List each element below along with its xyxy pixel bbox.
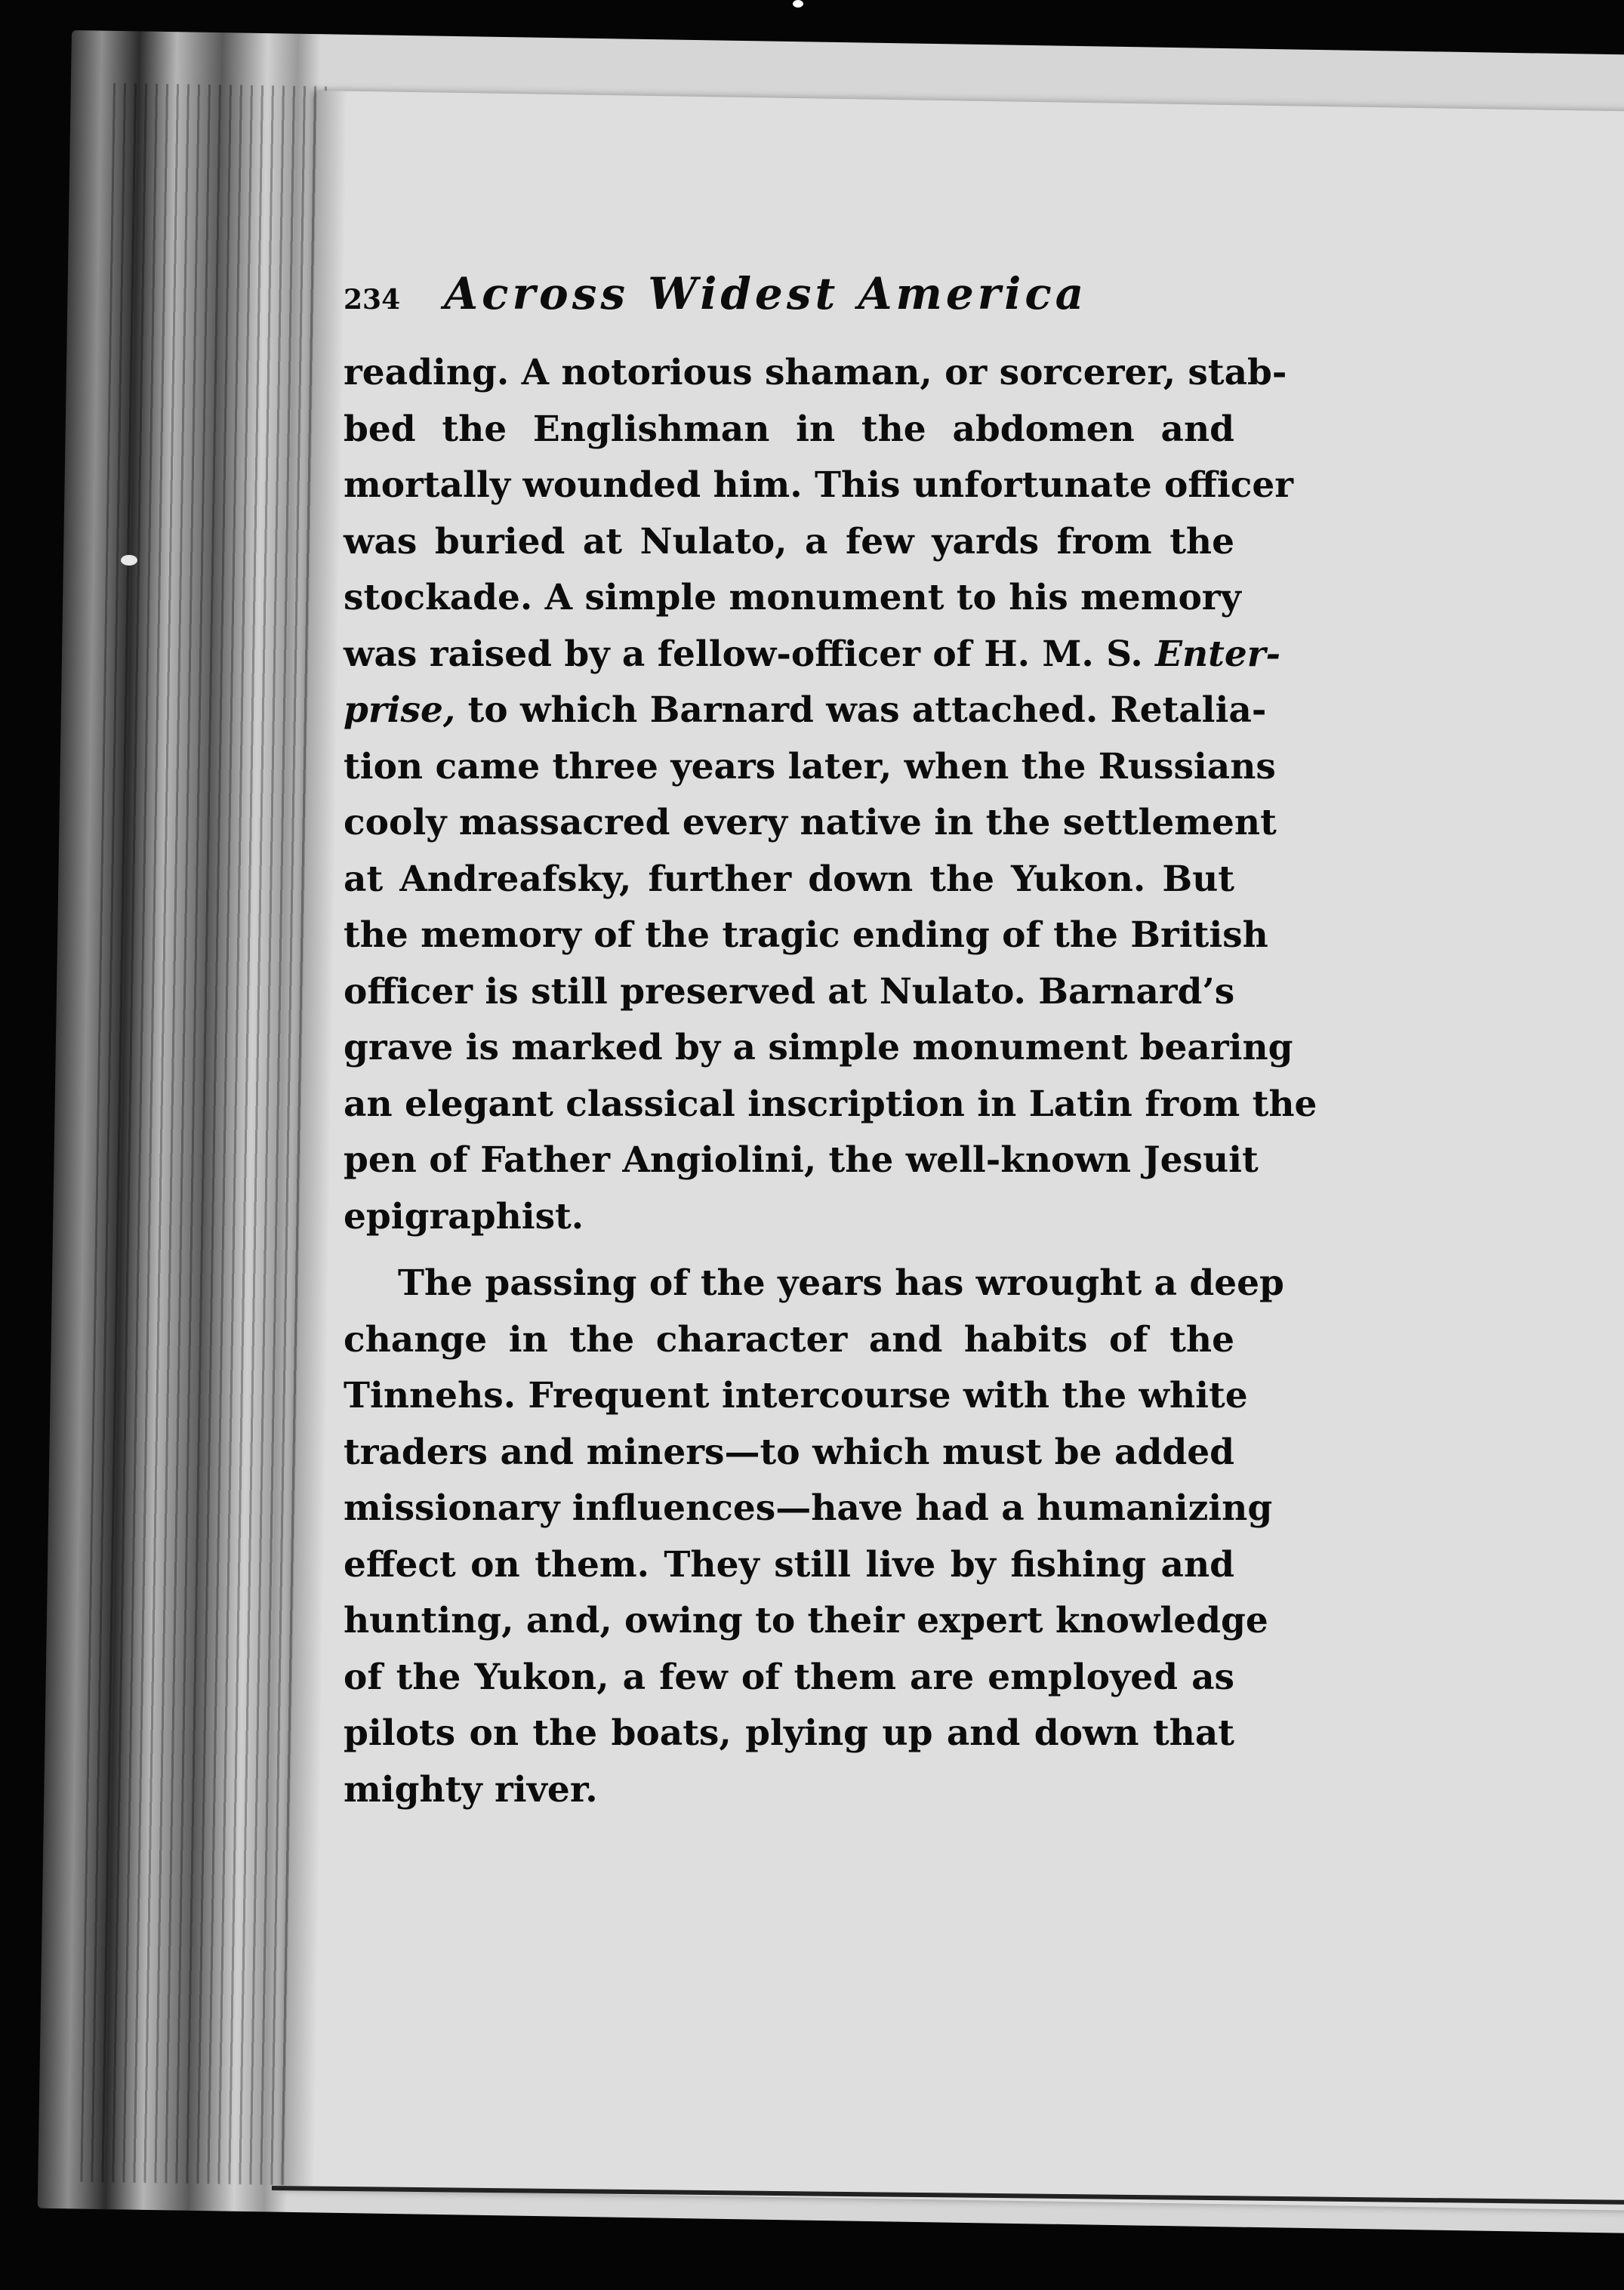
text-line: pen of Father Angiolini, the well-known Jesuit xyxy=(344,1139,1259,1181)
text-line: hunting, and, owing to their expert knowledge xyxy=(344,1600,1268,1641)
text-line: traders and miners—to which must be added xyxy=(344,1431,1234,1473)
dust-speck-left xyxy=(121,555,137,566)
text-line: change in the character and habits of the xyxy=(344,1318,1234,1361)
text-line: an elegant classical inscription in Latin from the xyxy=(344,1083,1317,1125)
text-segment: to which Barnard was attached. Retalia- xyxy=(455,689,1267,731)
text-line: tion came three years later, when the Russians xyxy=(344,745,1276,787)
text-line: the memory of the tragic ending of the British xyxy=(344,914,1268,956)
text-line: was buried at Nulato, a few yards from the xyxy=(344,520,1234,562)
ship-name-italic: Enter- xyxy=(1155,633,1281,675)
text-line: The passing of the years has wrought a deep xyxy=(398,1262,1284,1304)
text-line: bed the Englishman in the abdomen and xyxy=(344,408,1234,450)
text-segment: was raised by a fellow-officer of H. M. S. xyxy=(344,633,1143,675)
page-number: 234 xyxy=(344,284,401,316)
text-line: reading. A notorious shaman, or sorcerer, stab- xyxy=(344,352,1287,393)
text-line: of the Yukon, a few of them are employed as xyxy=(344,1656,1234,1698)
text-line-with-italic xyxy=(344,683,1267,739)
text-line: mortally wounded him. This unfortunate officer xyxy=(344,464,1294,506)
paragraph-2 xyxy=(344,1256,1284,1818)
text-line: officer is still preserved at Nulato. Barnard’s xyxy=(344,970,1235,1012)
text-line: epigraphist. xyxy=(344,1195,584,1237)
text-line: grave is marked by a simple monument bearing xyxy=(344,1027,1293,1068)
paragraph-1 xyxy=(344,345,1317,1245)
text-line: stockade. A simple monument to his memory xyxy=(344,577,1241,618)
ship-name-italic: prise, xyxy=(344,689,456,731)
running-head xyxy=(344,268,1234,344)
text-line: at Andreafsky, further down the Yukon. But xyxy=(344,858,1234,900)
text-line: missionary influences—have had a humanizing xyxy=(344,1487,1273,1529)
text-line-with-italic xyxy=(344,627,1281,683)
dust-speck xyxy=(793,0,803,8)
book-title: Across Widest America xyxy=(444,268,1088,319)
text-line: effect on them. They still live by fishing and xyxy=(344,1543,1234,1586)
text-line: mighty river. xyxy=(344,1768,598,1811)
page-text xyxy=(344,268,1317,1818)
text-line: pilots on the boats, plying up and down that xyxy=(344,1712,1234,1754)
text-line: cooly massacred every native in the settlement xyxy=(344,802,1277,843)
text-line: Tinnehs. Frequent intercourse with the white xyxy=(344,1375,1248,1416)
